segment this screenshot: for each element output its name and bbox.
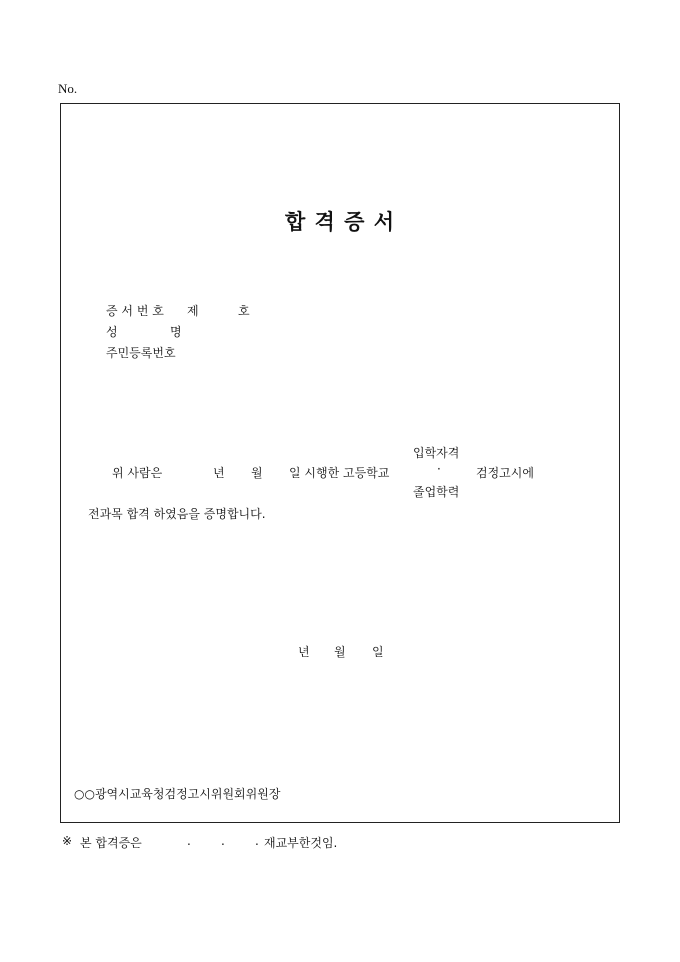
option-graduation-level: 졸업학력 xyxy=(413,485,460,499)
cert-number-suffix: 호 xyxy=(238,304,250,318)
footnote-date-dot-2: . xyxy=(221,834,225,848)
issue-date-month: 월 xyxy=(334,645,346,659)
issuer-signature-line: ○○광역시교육청검정고시위원회위원장 xyxy=(74,787,281,801)
footnote-text: 본 합격증은 xyxy=(80,836,142,850)
statement-line-2: 전과목 합격 하였음을 증명합니다. xyxy=(88,507,266,521)
certificate-title: 합 격 증 서 xyxy=(284,209,396,234)
footnote-date-dot-1: . xyxy=(187,834,191,848)
certificate-number-label: No. xyxy=(58,81,78,96)
name-label-part2: 명 xyxy=(170,325,182,339)
resident-number-label: 주민등록번호 xyxy=(106,346,176,360)
issue-date-year: 년 xyxy=(298,645,310,659)
footnote-tail: 재교부한것임. xyxy=(264,836,338,850)
statement-subject: 위 사람은 xyxy=(112,466,163,480)
name-label-part1: 성 xyxy=(106,325,118,339)
footnote-mark: ※ xyxy=(62,834,73,848)
cert-number-field-label: 증 서 번 호 xyxy=(106,304,164,318)
statement-year: 년 xyxy=(213,466,225,480)
issue-date-day: 일 xyxy=(372,645,384,659)
footnote-date-dot-3: . xyxy=(255,834,259,848)
statement-month: 월 xyxy=(251,466,263,480)
statement-conducted: 일 시행한 고등학교 xyxy=(289,466,390,480)
option-separator: · xyxy=(437,462,441,476)
statement-exam: 검정고시에 xyxy=(476,466,534,480)
option-admission-qualification: 입학자격 xyxy=(413,446,460,460)
cert-number-prefix: 제 xyxy=(187,304,199,318)
